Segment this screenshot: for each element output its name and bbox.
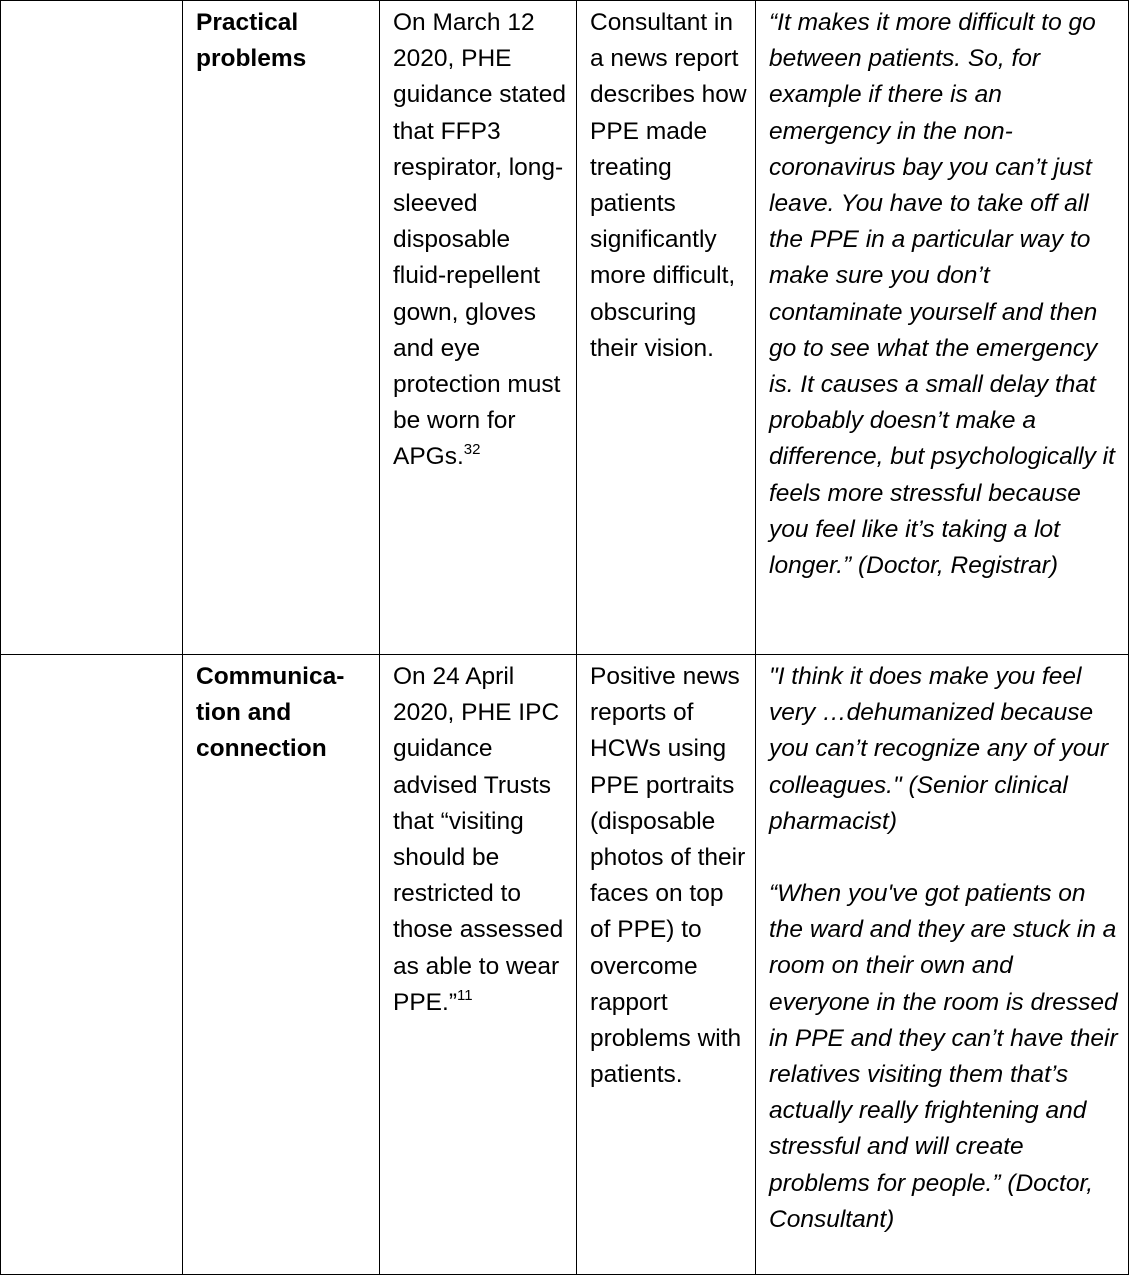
media-cell: Positive news reports of HCWs using PPE portraits (disposable photos of their faces on top of PPE) to overcome rapport problems with patients. — [577, 655, 756, 1275]
quote-text: “When you've got patients on the ward and they are stuck in a room on their own and everyone in the room is dressed in PPE and they can’t have their relatives visiting them that’s actually really frightening and stressful and will create problems for people.” (Doctor, Consultant) — [769, 880, 1118, 1233]
reference-superscript: 32 — [463, 441, 481, 459]
quote-text: “It makes it more difficult to go between patients. So, for example if there is an emergency in the non-coronavirus bay you can’t just leave. You have to take off all the PPE in a particular way to make sure you don’t contaminate yourself and then go to see what the emergency is. It causes a small delay that probably doesn’t make a difference, but psychologically it feels more stressful because you feel like it’s taking a lot longer.” (Doctor, Registrar) — [769, 9, 1115, 580]
reference-superscript: 11 — [457, 986, 473, 1004]
guidance-text: On 24 April 2020, PHE IPC guidance advised Trusts that “visiting should be restricted to those assessed as able to wear PPE.” — [393, 663, 564, 1016]
table-row — [1, 655, 1129, 1275]
quote-text: "I think it does make you feel very …dehumanized because you can’t recognize any of your colleagues." (Senior clinical pharmacist) — [769, 663, 1109, 835]
category-cell — [1, 1, 183, 655]
quote-cell — [756, 1, 1129, 655]
quote-cell — [756, 655, 1129, 1275]
category-cell — [1, 655, 183, 1275]
media-cell: Consultant in a news report describes how PPE made treating patients significantly more difficult, obscuring their vision. — [577, 1, 756, 655]
guidance-cell — [380, 1, 577, 655]
theme-cell: Communica-tion and connection — [183, 655, 380, 1275]
table-row — [1, 1, 1129, 655]
theme-cell: Practical problems — [183, 1, 380, 655]
guidance-text: On March 12 2020, PHE guidance stated that FFP3 respirator, long-sleeved disposable fluid-repellent gown, gloves and eye protection must be worn for APGs. — [393, 9, 566, 471]
guidance-cell — [380, 655, 577, 1275]
